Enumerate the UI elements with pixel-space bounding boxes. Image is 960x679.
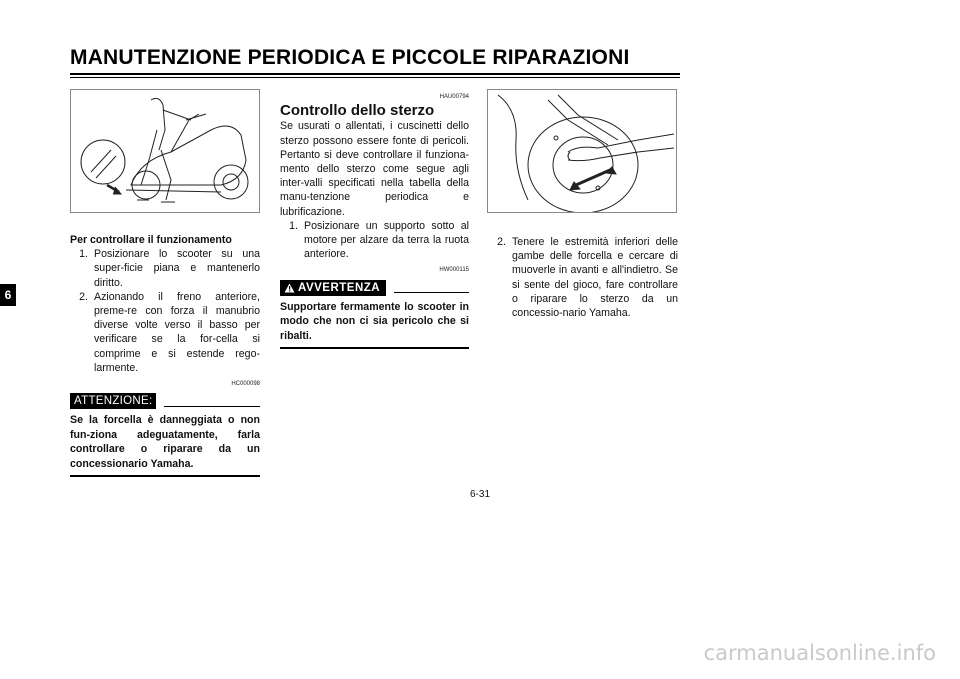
step-text: Azionando il freno anteriore, preme-re con forza il manubrio diverse volte verso il basso per verificare se la for-cella si comprime e si estende rego-larmente. xyxy=(94,290,260,374)
notice-end-rule xyxy=(70,475,260,477)
notice-text: Se la forcella è danneggiata o non fun-ziona adeguatamente, farla controllare o riparare da un concessionario Yamaha. xyxy=(70,414,260,470)
section-code: HAU00794 xyxy=(439,94,469,100)
fork-check-illustration xyxy=(70,89,260,213)
list-item xyxy=(70,290,260,375)
warning-rule xyxy=(394,292,469,293)
left-column xyxy=(70,233,260,477)
warning-badge xyxy=(280,280,386,296)
header-rule-thin xyxy=(70,77,680,78)
section-title: Controllo dello sterzo xyxy=(280,102,435,120)
notice-rule xyxy=(164,406,260,407)
step-text: Posizionare un supporto sotto al motore per alzare da terra la ruota anteriore. xyxy=(304,219,469,261)
middle-column xyxy=(280,88,469,349)
step-number: 1. xyxy=(289,219,298,232)
watermark: carmanualsonline.info xyxy=(703,641,936,665)
step-text: Posizionare lo scooter su una super-ficie piana e mantenerlo diritto. xyxy=(94,248,260,289)
header-rule xyxy=(70,73,680,75)
chapter-tab: 6 xyxy=(0,284,16,306)
list-item xyxy=(488,235,678,320)
section-intro: Se usurati o allentati, i cuscinetti dello sterzo possono essere fonte di pericoli. Pertanto si deve controllare il funziona-mento dello sterzo come segue agli inter-valli specificati nella tabella della manu-tenzione periodica e lubrificazione. xyxy=(280,120,469,218)
notice-header xyxy=(70,393,260,409)
list-item xyxy=(70,247,260,290)
check-heading: Per controllare il funzionamento xyxy=(70,234,232,246)
warning-end-rule xyxy=(280,347,469,349)
page-number: 6-31 xyxy=(469,489,490,500)
warning-code: HW000115 xyxy=(439,267,469,274)
right-column xyxy=(488,235,678,320)
notice-label: ATTENZIONE: xyxy=(70,393,156,409)
scooter-press-drawing xyxy=(71,90,259,212)
fork-legs-drawing xyxy=(488,90,676,212)
page-title: MANUTENZIONE PERIODICA E PICCOLE RIPARAZIONI xyxy=(70,46,630,69)
step-number: 2. xyxy=(497,236,506,248)
steering-check-illustration xyxy=(487,89,677,213)
notice-code: HC000098 xyxy=(231,381,260,388)
warning-label: AVVERTENZA xyxy=(298,281,381,294)
step-number: 1. xyxy=(79,248,88,261)
warning-header xyxy=(280,280,469,296)
warning-triangle-icon xyxy=(284,283,295,293)
list-item xyxy=(280,219,469,262)
step-text: Tenere le estremità inferiori delle gambe delle forcella e cercare di muoverle in avanti e all'indietro. Se si sente del gioco, fare controllare o riparare lo sterzo da un concessio-nario Yamaha. xyxy=(512,236,678,320)
warning-text: Supportare fermamente lo scooter in modo che non ci sia pericolo che si ribalti. xyxy=(280,300,469,342)
step-number: 2. xyxy=(79,290,88,303)
